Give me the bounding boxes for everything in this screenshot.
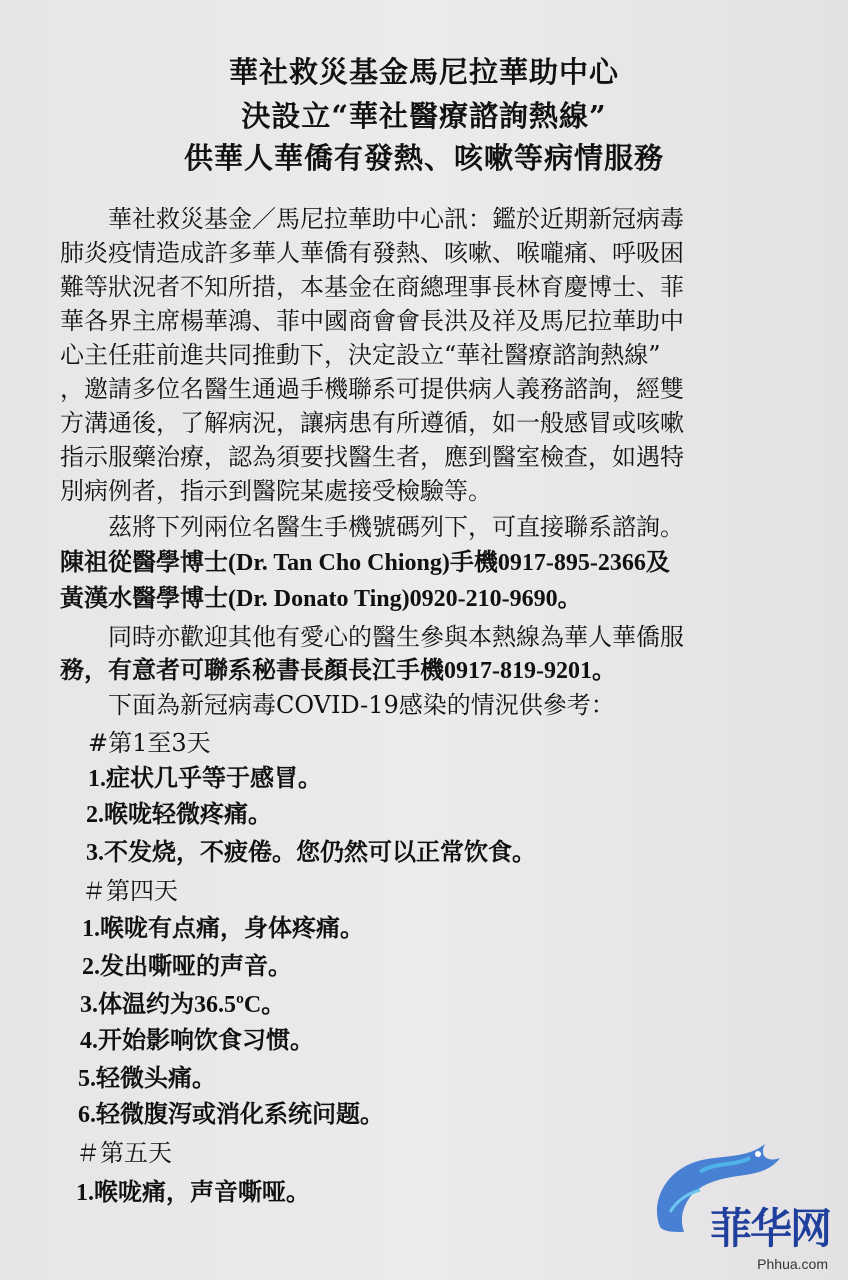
body-line: 心主任莊前進共同推動下，決定設立“華社醫療諮詢熱線” (60, 341, 661, 369)
body-line: 下面為新冠病毒COVID-19感染的情況供參考： (60, 691, 615, 719)
symptom-item: 6.轻微腹泻或消化系统问题。 (78, 1102, 384, 1128)
section-heading: ＃第四天 (82, 877, 178, 905)
title-line-3: 供華人華僑有發熱、咳嗽等病情服務 (183, 141, 664, 175)
symptom-item: 1.喉咙痛，声音嘶哑。 (76, 1180, 310, 1206)
body-line: 指示服藥治療，認為須要找醫生者，應到醫室檢查，如遇特 (60, 443, 684, 471)
section-heading: ＃第五天 (76, 1139, 172, 1167)
symptom-item: 1.症状几乎等于感冒。 (88, 766, 322, 792)
watermark-logo-text: 菲华网 (709, 1204, 830, 1253)
symptom-item: 2.发出嘶哑的声音。 (82, 954, 292, 980)
secretary-contact-line: 務，有意者可聯系秘書長顏長江手機0917-819-9201。 (60, 658, 616, 684)
symptom-item: 2.喉咙轻微疼痛。 (86, 802, 272, 828)
body-line: ，邀請多位名醫生通過手機聯系可提供病人義務諮詢，經雙 (60, 375, 684, 403)
symptom-item: 1.喉咙有点痛，身体疼痛。 (82, 916, 364, 942)
body-line: 同時亦歡迎其他有愛心的醫生參與本熱線為華人華僑服 (60, 623, 684, 651)
symptom-item: 5.轻微头痛。 (78, 1066, 216, 1092)
section-heading: #第1至3天 (88, 729, 211, 757)
body-line: 肺炎疫情造成許多華人華僑有發熱、咳嗽、喉嚨痛、呼吸困 (60, 239, 684, 267)
doctor-contact-line: 陳祖從醫學博士(Dr. Tan Cho Chiong)手機0917-895-2366及 (60, 550, 670, 576)
body-line: 方溝通後，了解病況，讓病患有所遵循，如一般感冒或咳嗽 (60, 409, 684, 437)
symptom-item: 3.不发烧，不疲倦。您仍然可以正常饮食。 (86, 840, 536, 866)
watermark-url: Phhua.com (757, 1256, 828, 1272)
body-line: 茲將下列兩位名醫生手機號碼列下，可直接聯系諮詢。 (60, 513, 684, 541)
site-watermark (640, 1132, 830, 1272)
body-line: 華各界主席楊華鴻、菲中國商會會長洪及祥及馬尼拉華助中 (60, 307, 684, 335)
body-line: 別病例者，指示到醫院某處接受檢驗等。 (60, 477, 492, 505)
title-line-2: 決設立“華社醫療諮詢熱線” (241, 99, 607, 133)
body-line: 華社救災基金／馬尼拉華助中心訊：鑑於近期新冠病毒 (60, 205, 684, 233)
title-line-1: 華社救災基金馬尼拉華助中心 (228, 55, 619, 89)
body-line: 難等狀況者不知所措，本基金在商總理事長林育慶博士、菲 (60, 273, 684, 301)
symptom-item: 3.体温约为36.5ºC。 (80, 992, 286, 1018)
doctor-contact-line: 黃漢水醫學博士(Dr. Donato Ting)0920-210-9690。 (60, 586, 582, 612)
symptom-item: 4.开始影响饮食习惯。 (80, 1028, 314, 1054)
